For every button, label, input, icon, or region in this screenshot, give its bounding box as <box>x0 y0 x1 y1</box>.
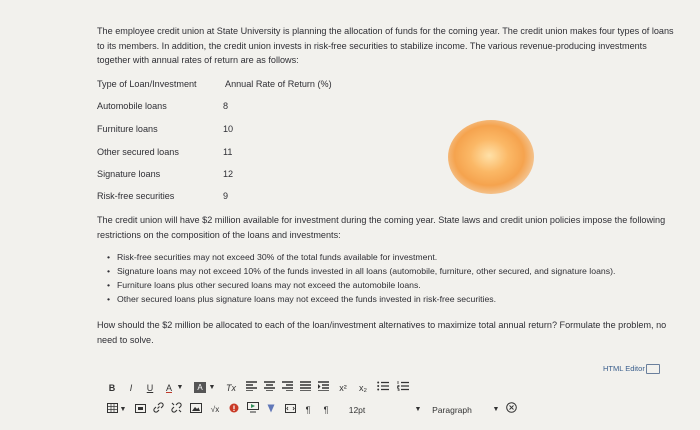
font-size-select[interactable]: 12pt <box>348 405 366 415</box>
header-type: Type of Loan/Investment <box>97 79 197 89</box>
chevron-down-icon[interactable]: ▼ <box>176 384 184 391</box>
loan-name: Other secured loans <box>97 147 179 157</box>
align-left-icon[interactable] <box>244 380 258 396</box>
question-text: How should the $2 million be allocated to each of the loan/investment alternatives to maximize total annual return? Formulate the problem, no need to solve. <box>97 320 667 345</box>
table-row <box>97 124 397 138</box>
list-item <box>107 250 687 264</box>
table-row <box>97 147 397 161</box>
list-item <box>107 278 687 292</box>
loan-name: Signature loans <box>97 169 161 179</box>
constraints-intro: The credit union will have $2 million available for investment during the coming year. State laws and credit union policies impose the following restrictions on the composition of the loans and investments: <box>97 215 666 240</box>
italic-button[interactable]: I <box>129 383 133 393</box>
header-rate: Annual Rate of Return (%) <box>225 79 332 89</box>
chevron-down-icon[interactable]: ▼ <box>119 406 127 413</box>
highlight-color-button[interactable]: A <box>194 382 206 393</box>
loan-rate: 8 <box>223 101 229 111</box>
loan-rate: 9 <box>223 191 229 201</box>
screen-glare <box>448 120 534 194</box>
table-row <box>97 169 397 183</box>
bullet-list-icon[interactable] <box>376 380 390 396</box>
bold-button[interactable]: B <box>108 383 116 393</box>
paragraph-format-select[interactable]: Paragraph <box>432 405 472 415</box>
loan-rate: 11 <box>223 147 233 157</box>
bullet-icon: • <box>107 266 111 276</box>
editor-toolbar <box>100 380 680 426</box>
constraints-list <box>107 250 687 306</box>
table-icon[interactable] <box>106 402 118 418</box>
embed-media-icon[interactable] <box>190 402 202 418</box>
toolbar-row-2 <box>100 402 680 420</box>
constraint-text: Signature loans may not exceed 10% of the funds invested in all loans (automobile, furniture, other secured, and signature loans). <box>117 266 616 276</box>
table-row <box>97 191 397 205</box>
align-center-icon[interactable] <box>262 380 276 396</box>
html-editor-link[interactable] <box>603 364 660 374</box>
toolbar-row-1 <box>100 380 430 398</box>
subscript-button[interactable]: x₂ <box>359 383 367 393</box>
constraint-text: Risk-free securities may not exceed 30% of the total funds available for investment. <box>117 252 438 262</box>
list-item <box>107 264 687 278</box>
unlink-icon[interactable] <box>170 402 182 418</box>
image-icon[interactable] <box>134 402 146 418</box>
chevron-down-icon[interactable]: ▼ <box>208 384 216 391</box>
numbered-list-icon[interactable] <box>396 380 410 396</box>
align-right-icon[interactable] <box>280 380 294 396</box>
keyboard-shortcuts-icon[interactable] <box>504 402 518 418</box>
embed-code-icon[interactable] <box>284 402 296 418</box>
superscript-button[interactable]: x² <box>339 383 347 393</box>
underline-button[interactable]: U <box>146 383 154 393</box>
chevron-down-icon[interactable]: ▼ <box>492 406 500 413</box>
chevron-down-icon[interactable]: ▼ <box>414 406 422 413</box>
html-editor-label: HTML Editor <box>603 364 645 373</box>
table-row <box>97 101 397 115</box>
font-color-button[interactable]: A <box>165 383 172 393</box>
indent-icon[interactable] <box>316 380 330 396</box>
record-icon[interactable] <box>266 402 276 418</box>
bullet-icon: • <box>107 280 111 290</box>
pilcrow-ltr-icon[interactable]: ¶ <box>305 405 311 415</box>
pilcrow-rtl-icon[interactable]: ¶ <box>323 405 329 415</box>
problem-intro: The employee credit union at State University is planning the allocation of funds for the coming year. The credit union makes four types of loans to its members. In addition, the credit union invests in risk-free securities to stabilize income. The various revenue-producing investments together with annual rates of return are as follows: <box>97 26 674 65</box>
loan-name: Risk-free securities <box>97 191 175 201</box>
bullet-icon: • <box>107 252 111 262</box>
loan-rate: 12 <box>223 169 234 179</box>
equation-icon[interactable]: √x <box>210 405 220 414</box>
link-icon[interactable] <box>152 402 164 418</box>
constraint-text: Other secured loans plus signature loans may not exceed the funds invested in risk-free securities. <box>117 294 497 304</box>
list-item <box>107 292 687 306</box>
loan-rate: 10 <box>223 124 234 134</box>
returns-table-header <box>97 79 397 93</box>
loan-name: Furniture loans <box>97 124 158 134</box>
media-icon[interactable] <box>246 402 260 418</box>
constraint-text: Furniture loans plus other secured loans may not exceed the automobile loans. <box>117 280 421 290</box>
align-justify-icon[interactable] <box>298 380 312 396</box>
accessibility-check-icon[interactable] <box>228 402 240 418</box>
loan-name: Automobile loans <box>97 101 167 111</box>
keyboard-icon <box>646 364 660 374</box>
clear-format-button[interactable]: Tx <box>226 383 236 393</box>
bullet-icon: • <box>107 294 111 304</box>
